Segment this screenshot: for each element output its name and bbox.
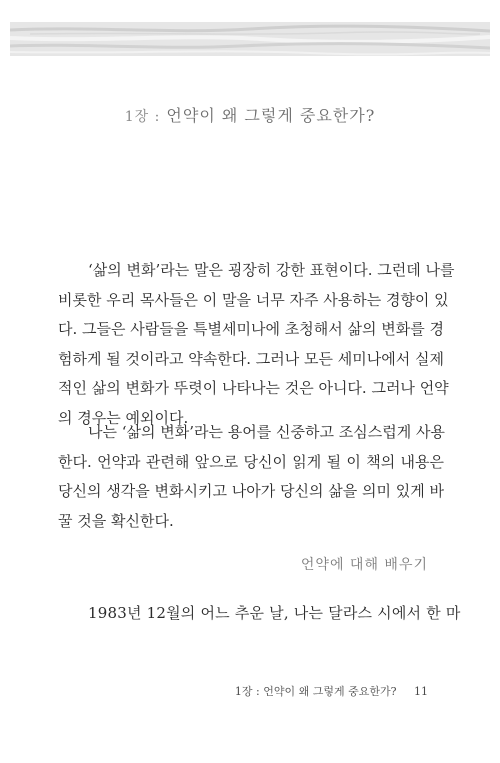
paragraph-line: 의 경우는 예외이다. bbox=[58, 408, 189, 427]
chapter-title-text: 언약이 왜 그렇게 중요한가? bbox=[166, 106, 376, 125]
brush-texture bbox=[10, 22, 490, 56]
paragraph-line: 꿀 것을 확신한다. bbox=[58, 511, 174, 530]
paragraph-line: 비롯한 우리 목사들은 이 말을 너무 자주 사용하는 경향이 있 bbox=[58, 290, 449, 309]
paragraph-line: ‘삶의 변화’라는 말은 굉장히 강한 표현이다. 그런데 나를 bbox=[88, 261, 455, 279]
paragraph-line: 다. 그들은 사람들을 특별세미나에 초청해서 삶의 변화를 경 bbox=[58, 320, 444, 338]
chapter-title bbox=[0, 103, 500, 126]
paragraph-1 bbox=[58, 256, 455, 433]
footer-running-title: 1장 : 언약이 왜 그렇게 중요한가? bbox=[234, 685, 397, 698]
section-heading: 언약에 대해 배우기 bbox=[300, 557, 428, 573]
paragraph-line: 적인 삶의 변화가 뚜렷이 나타나는 것은 아니다. 그러나 언약 bbox=[58, 379, 449, 397]
paragraph-2 bbox=[58, 418, 444, 536]
chapter-number: 1장 : bbox=[124, 109, 161, 125]
paragraph-line: 나는 ‘삶의 변화’라는 용어를 신중하고 조심스럽게 사용 bbox=[88, 423, 445, 441]
paragraph-line: 한다. 언약과 관련해 앞으로 당신이 읽게 될 이 책의 내용은 bbox=[58, 452, 444, 471]
running-footer bbox=[235, 683, 428, 699]
paragraph-line: 당신의 생각을 변화시키고 나아가 당신의 삶을 의미 있게 바 bbox=[58, 482, 444, 500]
paragraph-3: 1983년 12월의 어느 추운 날, 나는 달라스 시에서 한 마 bbox=[88, 604, 461, 622]
paragraph-line: 험하게 될 것이라고 약속한다. 그러나 모든 세미나에서 실제 bbox=[58, 349, 444, 368]
decorative-top-band bbox=[10, 22, 490, 56]
page-number: 11 bbox=[414, 685, 428, 698]
